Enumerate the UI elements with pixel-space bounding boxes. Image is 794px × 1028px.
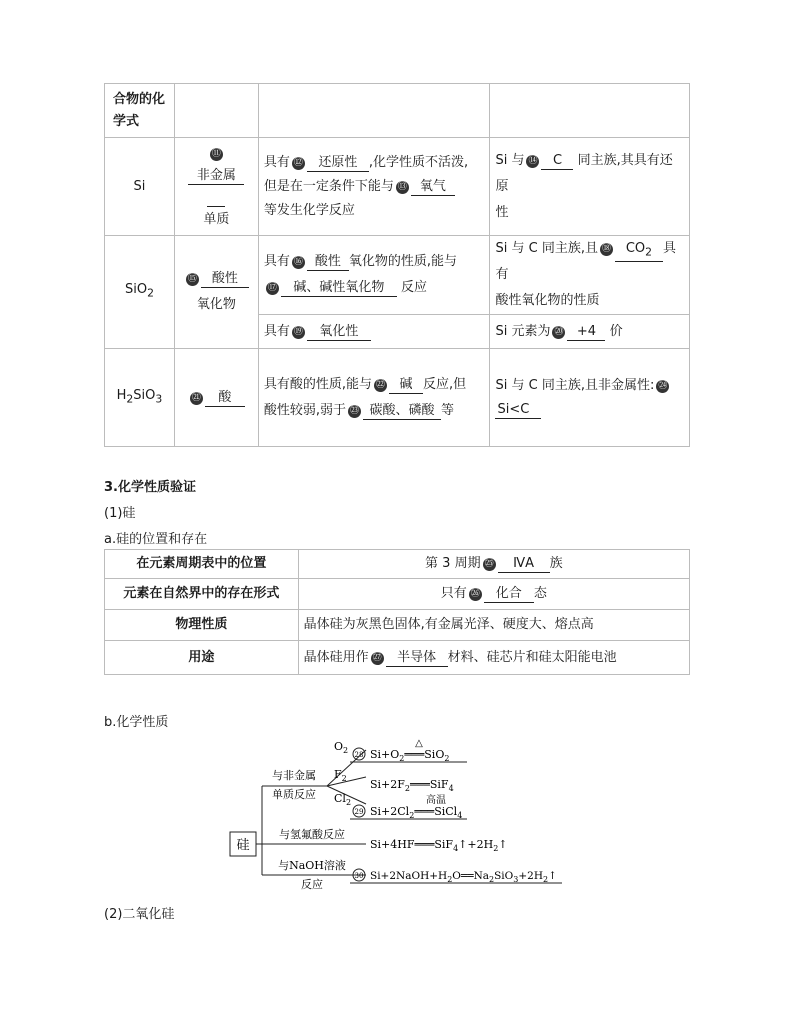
svg-text:Si+2F2═══SiF4: $Si+2F_2═══SiF_4$: [370, 778, 454, 793]
property-cell: 具有 ⑲ 氧化性: [258, 315, 490, 349]
center-label: 硅: [236, 838, 250, 853]
table-row: [105, 236, 690, 315]
svg-text:单质反应: 单质反应: [272, 788, 316, 801]
property-cell: 具有 ⑯ 酸性 氧化物的性质,能与 ⑰ 碱、碱性氧化物 反应: [258, 236, 490, 315]
value-cell: 第 3 周期 ㉕ ⅣA 族: [298, 550, 689, 579]
formula-cell: Si: [105, 138, 175, 236]
formula-cell: $H_2SiO_3$: [105, 349, 175, 447]
table-row: [105, 641, 690, 675]
category-cell: ㉑ 酸: [174, 349, 258, 447]
svg-text:Si+2Cl2═══SiCl4: $Si+2Cl_2═══SiCl_4$: [370, 805, 463, 820]
table-row: [105, 550, 690, 579]
table-row: [105, 84, 690, 138]
label-cell: 在元素周期表中的位置: [105, 550, 299, 579]
label-cell: 用途: [105, 641, 299, 675]
silicon-properties-table: [104, 83, 690, 447]
label-cell: 元素在自然界中的存在形式: [105, 579, 299, 610]
svg-text:高温: 高温: [426, 795, 446, 806]
note-cell: Si 与 C 同主族,且 ⑱ $CO_2$ 具有 酸性氧化物的性质: [490, 236, 690, 315]
property-cell: 具有酸的性质,能与 ㉒ 碱 反应,但 酸性较弱,弱于 ㉓ 碳酸、磷酸 等: [258, 349, 490, 447]
svg-text:30: 30: [354, 872, 364, 880]
svg-text:与NaOH溶液: 与NaOH溶液: [278, 859, 346, 872]
svg-text:△: △: [415, 738, 423, 749]
note-cell: Si 与 C 同主族,且非金属性: ㉔ Si<C: [490, 349, 690, 447]
svg-text:Si+O2═══SiO2: $Si+O_2═══SiO_2$: [370, 748, 450, 763]
category-cell: ⑮ 酸性 氧化物: [174, 236, 258, 349]
svg-text:反应: 反应: [301, 878, 323, 891]
label-cell: 物理性质: [105, 610, 299, 641]
header-cell: 合物的化学式: [105, 84, 175, 138]
svg-text:O2: $O_2$: [334, 740, 349, 755]
subsection-title: (2)二氧化硅: [104, 907, 175, 922]
silicon-reaction-diagram: [222, 732, 572, 900]
svg-text:与氢氟酸反应: 与氢氟酸反应: [279, 828, 345, 841]
subsection-title: b.化学性质: [104, 715, 169, 730]
category-cell: ⑪非金属 单质: [174, 138, 258, 236]
section-title: 3.化学性质验证: [104, 480, 196, 495]
note-cell: Si 元素为 ⑳ +4 价: [490, 315, 690, 349]
svg-text:28: 28: [354, 751, 364, 759]
table-row: [105, 579, 690, 610]
value-cell: 晶体硅为灰黑色固体,有金属光泽、硬度大、熔点高: [298, 610, 689, 641]
svg-text:29: 29: [354, 808, 364, 816]
svg-text:Si+2NaOH+H2O══Na2SiO3+2H2↑: $Si+2NaOH+H_2O══Na_2SiO_3+2H_2↑$: [370, 870, 557, 884]
value-cell: 只有 ㉖ 化合 态: [298, 579, 689, 610]
value-cell: 晶体硅用作 ㉗ 半导体 材料、硅芯片和硅太阳能电池: [298, 641, 689, 675]
svg-text:与非金属: 与非金属: [272, 769, 316, 782]
table-row: [105, 349, 690, 447]
svg-text:F2: $F_2$: [334, 768, 347, 783]
subsection-title: (1)硅: [104, 506, 136, 521]
svg-text:Cl2: $Cl_2$: [334, 792, 352, 807]
silicon-location-table: [104, 549, 690, 675]
svg-text:Si+4HF═══SiF4↑+2H2↑: $Si+4HF═══SiF_4↑+2H_2↑$: [370, 838, 508, 853]
table-row: [105, 138, 690, 236]
subsection-title: a.硅的位置和存在: [104, 532, 208, 547]
formula-cell: SiO$_2$: [105, 236, 175, 349]
property-cell: 具有 ⑫ 还原性 ,化学性质不活泼, 但是在一定条件下能与 ⑬ 氧气 等发生化学反应: [258, 138, 490, 236]
table-row: [105, 610, 690, 641]
note-cell: Si 与 ⑭ C 同主族,其具有还原 性: [490, 138, 690, 236]
